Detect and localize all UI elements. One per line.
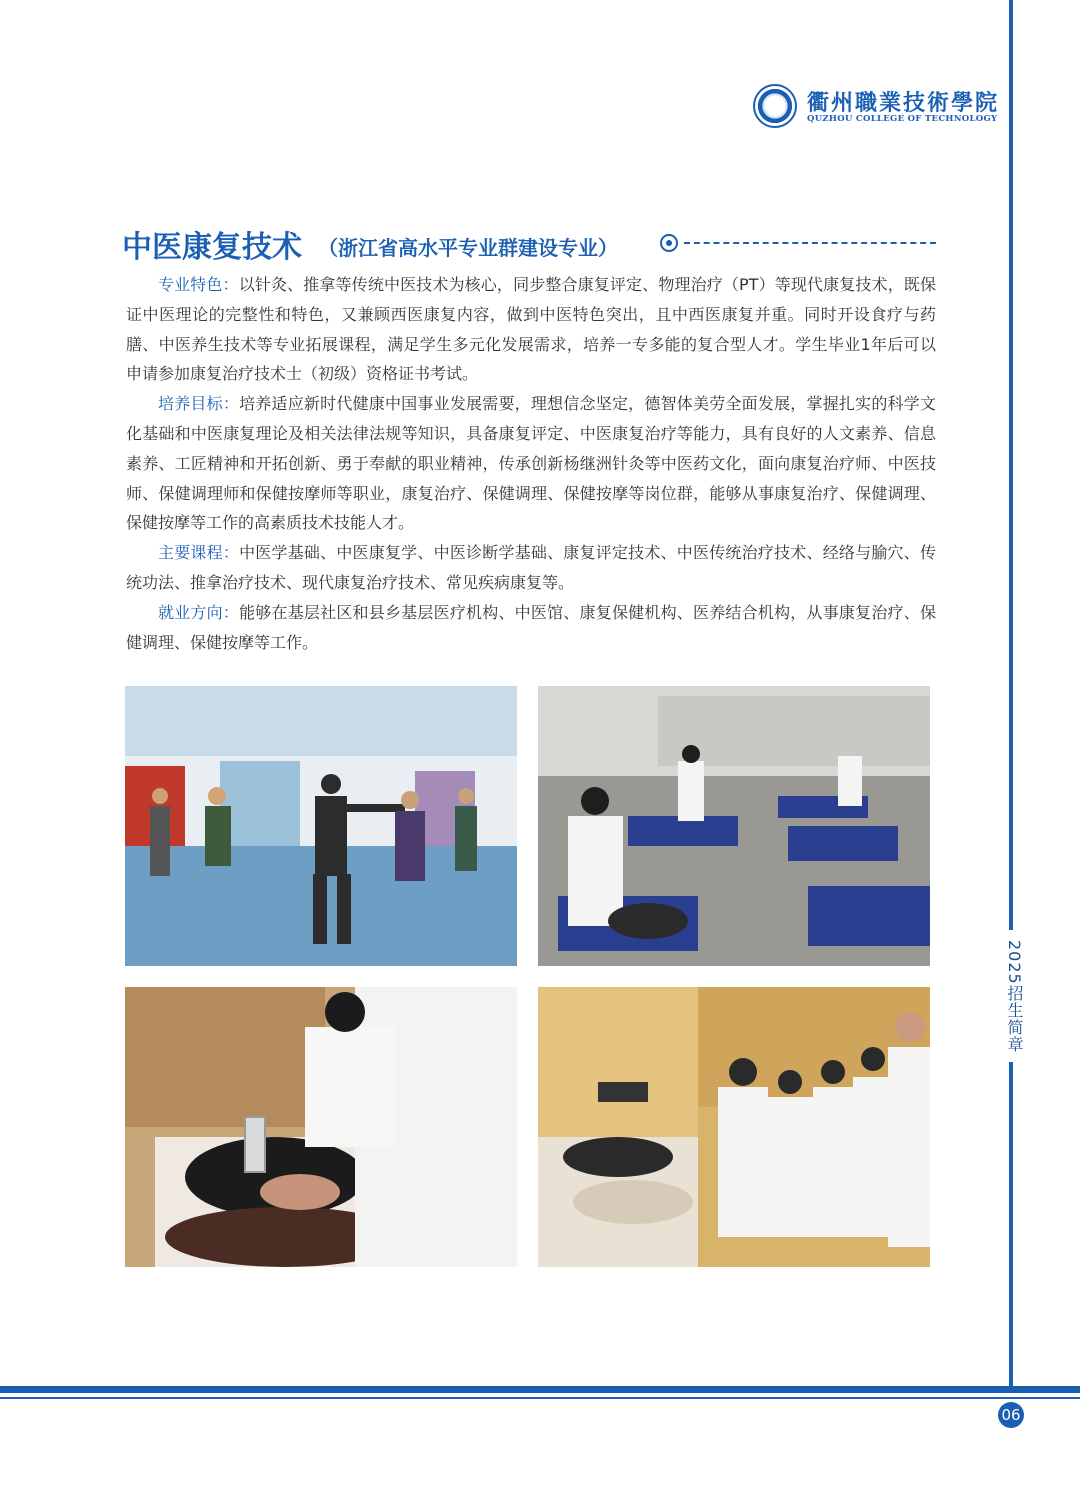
paragraph-label: 培养目标： xyxy=(158,394,240,414)
footer-band xyxy=(0,1386,1080,1393)
paragraph-label: 专业特色： xyxy=(158,275,239,294)
right-vertical-rule-top xyxy=(1009,0,1013,930)
body-text xyxy=(126,270,936,657)
paragraph-goals xyxy=(126,389,936,538)
paragraph-courses xyxy=(126,538,936,598)
paragraph-text: 能够在基层社区和县乡基层医疗机构、中医馆、康复保健机构、医养结合机构，从事康复治疗、保健调理、保健按摩等工作。 xyxy=(126,602,936,652)
paragraph-text: 培养适应新时代健康中国事业发展需要，理想信念坚定，德智体美劳全面发展，掌握扎实的科学文化基础和中医康复理论及相关法律法规等知识，具备康复评定、中医康复治疗等能力，具有良好的人文素养、信息素养、工匠精神和开拓创新、勇于奉献的职业精神，传承创新杨继洲针灸等中医药文化，面向康复治疗师、中医技师、保健调理师和保健按摩师等职业，康复治疗、保健调理、保健按摩等岗位群，能够从事康复治疗、保健调理、保健按摩等工作的高素质技术技能人才。 xyxy=(126,394,936,533)
page-number: 06 xyxy=(998,1402,1024,1428)
paragraph-employment xyxy=(126,598,936,658)
college-logo xyxy=(753,84,998,134)
side-label: 2025招生简章 xyxy=(1005,940,1024,1053)
footer-band-thin xyxy=(0,1397,1080,1399)
paragraph-label: 就业方向： xyxy=(158,602,240,622)
paragraph-label: 主要课程： xyxy=(158,543,240,563)
target-dot-icon xyxy=(660,234,678,252)
dashed-divider xyxy=(684,242,936,244)
paragraph-features xyxy=(126,270,936,389)
college-seal-icon xyxy=(753,84,797,128)
photo-taichi-class xyxy=(125,686,517,966)
college-name-en: QUZHOU COLLEGE OF TECHNOLOGY xyxy=(807,114,998,124)
photo-massage-training xyxy=(538,686,930,966)
photo-cupping-practice xyxy=(125,987,517,1267)
college-name-cn: 衢州職業技術學院 xyxy=(807,90,1000,116)
right-vertical-rule-bottom xyxy=(1009,1062,1013,1388)
section-subtitle: （浙江省高水平专业群建设专业） xyxy=(318,236,618,260)
paragraph-text: 中医学基础、中医康复学、中医诊断学基础、康复评定技术、中医传统治疗技术、经络与腧穴、传统功法、推拿治疗技术、现代康复治疗技术、常见疾病康复等。 xyxy=(126,543,936,592)
section-title: 中医康复技术 xyxy=(122,230,302,265)
paragraph-text: 以针灸、推拿等传统中医技术为核心，同步整合康复评定、物理治疗（PT）等现代康复技术，既保证中医理论的完整性和特色，又兼顾西医康复内容，做到中医特色突出，且中西医康复并重。同时开设食疗与药膳、中医养生技术等专业拓展课程，满足学生多元化发展需求，培养一专多能的复合型人才。学生毕业1年后可以申请参加康复治疗技术士（初级）资格证书考试。 xyxy=(126,275,936,384)
photo-physio-instruction xyxy=(538,987,930,1267)
section-heading xyxy=(122,222,942,266)
